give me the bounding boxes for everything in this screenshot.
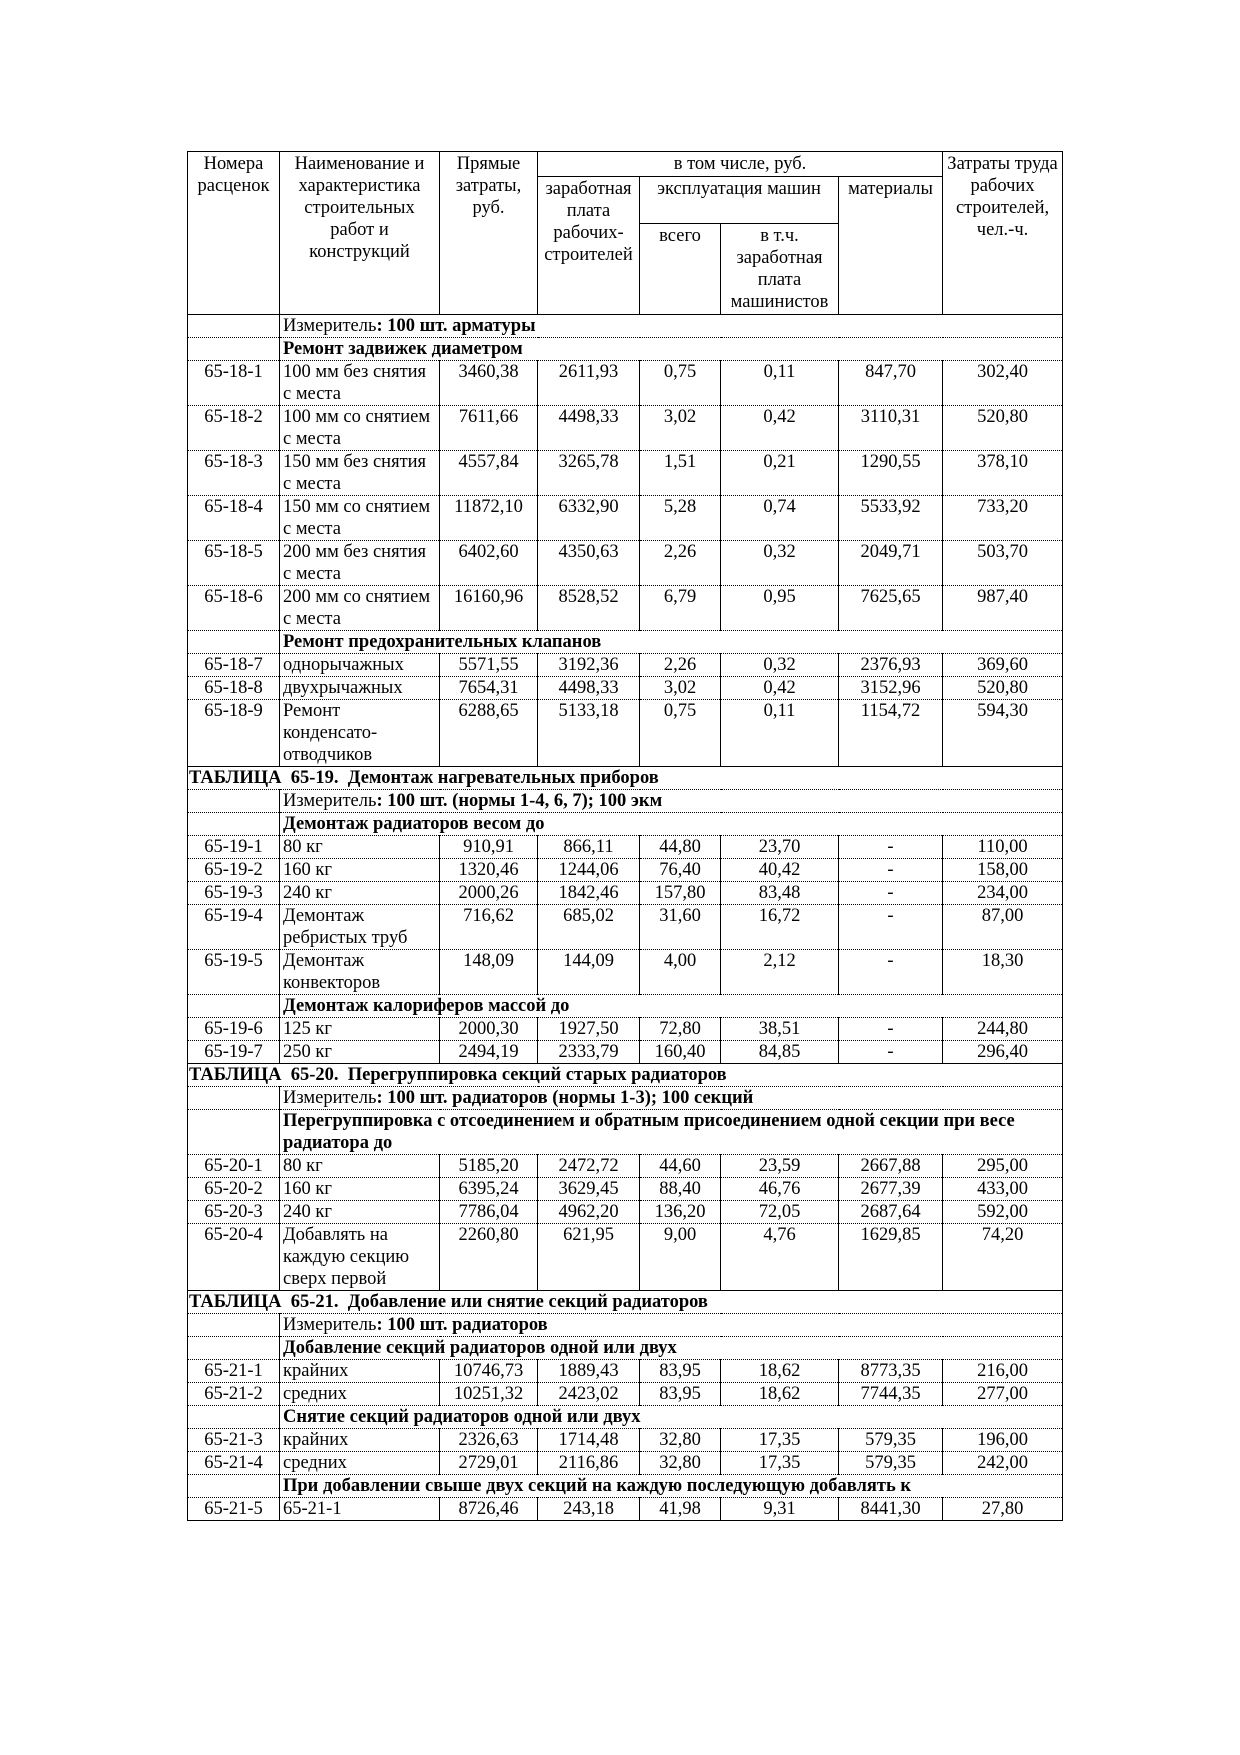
empty-cell: [188, 1337, 280, 1360]
machinists-wages-cell: 18,62: [721, 1383, 839, 1406]
wages-cell: 8528,52: [538, 586, 640, 631]
rate-code-cell: 65-18-5: [188, 541, 280, 586]
measure-unit: [280, 1314, 1063, 1337]
machines-total-cell: 0,75: [640, 700, 721, 767]
machines-total-cell: 157,80: [640, 882, 721, 905]
work-name-cell: 65-21-1: [280, 1498, 440, 1521]
work-name-cell: однорычажных: [280, 654, 440, 677]
section-heading-row: [188, 1337, 1063, 1360]
work-name-cell: 80 кг: [280, 1155, 440, 1178]
table-row: [188, 654, 1063, 677]
rate-code-cell: 65-19-1: [188, 836, 280, 859]
direct-costs-cell: 6402,60: [440, 541, 538, 586]
materials-cell: 2677,39: [839, 1178, 943, 1201]
rate-code-cell: 65-19-3: [188, 882, 280, 905]
table-row: [188, 1224, 1063, 1291]
wages-cell: 144,09: [538, 950, 640, 995]
direct-costs-cell: 2000,26: [440, 882, 538, 905]
materials-cell: 579,35: [839, 1452, 943, 1475]
wages-cell: 2333,79: [538, 1041, 640, 1064]
work-name-cell: средних: [280, 1383, 440, 1406]
direct-costs-cell: 148,09: [440, 950, 538, 995]
materials-cell: -: [839, 905, 943, 950]
rate-code-cell: 65-19-5: [188, 950, 280, 995]
table-row: [188, 1452, 1063, 1475]
machines-total-cell: 44,60: [640, 1155, 721, 1178]
measure-label: Измеритель: [283, 1088, 377, 1108]
rate-code-cell: 65-20-3: [188, 1201, 280, 1224]
table-header: [188, 152, 1063, 315]
machines-total-cell: 41,98: [640, 1498, 721, 1521]
table-row: [188, 496, 1063, 541]
work-name-cell: 150 мм со снятием с места: [280, 496, 440, 541]
direct-costs-cell: 910,91: [440, 836, 538, 859]
table-title-row: [188, 1064, 1063, 1087]
empty-cell: [188, 790, 280, 813]
materials-cell: -: [839, 950, 943, 995]
machines-total-cell: 2,26: [640, 541, 721, 586]
materials-cell: -: [839, 859, 943, 882]
materials-cell: 579,35: [839, 1429, 943, 1452]
direct-costs-cell: 4557,84: [440, 451, 538, 496]
empty-cell: [188, 1087, 280, 1110]
table-row: [188, 541, 1063, 586]
measure-row: [188, 315, 1063, 338]
labor-costs-cell: 234,00: [943, 882, 1063, 905]
wages-cell: 3265,78: [538, 451, 640, 496]
measure-value: : 100 шт. радиаторов (нормы 1-3); 100 секций: [376, 1088, 754, 1108]
table-row: [188, 1429, 1063, 1452]
materials-cell: 847,70: [839, 361, 943, 406]
work-name-cell: Демонтаж ребристых труб: [280, 905, 440, 950]
direct-costs-cell: 1320,46: [440, 859, 538, 882]
wages-cell: 2423,02: [538, 1383, 640, 1406]
machinists-wages-cell: 0,42: [721, 677, 839, 700]
empty-cell: [188, 315, 280, 338]
table-row: [188, 859, 1063, 882]
measure-unit: [280, 1087, 1063, 1110]
labor-costs-cell: 244,80: [943, 1018, 1063, 1041]
materials-cell: 8441,30: [839, 1498, 943, 1521]
section-heading-row: [188, 813, 1063, 836]
direct-costs-cell: 7786,04: [440, 1201, 538, 1224]
labor-costs-cell: 503,70: [943, 541, 1063, 586]
direct-costs-cell: 2260,80: [440, 1224, 538, 1291]
wages-cell: 866,11: [538, 836, 640, 859]
materials-cell: -: [839, 882, 943, 905]
work-name-cell: крайних: [280, 1360, 440, 1383]
header-machines-total: всего: [640, 224, 721, 315]
rate-code-cell: 65-18-4: [188, 496, 280, 541]
machines-total-cell: 2,26: [640, 654, 721, 677]
rate-code-cell: 65-18-8: [188, 677, 280, 700]
work-name-cell: 240 кг: [280, 882, 440, 905]
work-name-cell: 240 кг: [280, 1201, 440, 1224]
machines-total-cell: 1,51: [640, 451, 721, 496]
header-machinists-wages: в т.ч. заработная плата машинистов: [721, 224, 839, 315]
machines-total-cell: 0,75: [640, 361, 721, 406]
machinists-wages-cell: 2,12: [721, 950, 839, 995]
labor-costs-cell: 733,20: [943, 496, 1063, 541]
machinists-wages-cell: 38,51: [721, 1018, 839, 1041]
rates-document: [187, 151, 1062, 1521]
empty-cell: [188, 1406, 280, 1429]
machinists-wages-cell: 0,95: [721, 586, 839, 631]
materials-cell: -: [839, 1041, 943, 1064]
wages-cell: 5133,18: [538, 700, 640, 767]
work-name-cell: 100 мм со снятием с места: [280, 406, 440, 451]
machinists-wages-cell: 17,35: [721, 1429, 839, 1452]
materials-cell: -: [839, 1018, 943, 1041]
machines-total-cell: 9,00: [640, 1224, 721, 1291]
direct-costs-cell: 2729,01: [440, 1452, 538, 1475]
table-row: [188, 677, 1063, 700]
machinists-wages-cell: 0,11: [721, 361, 839, 406]
work-name-cell: Ремонт конденсато-отводчиков: [280, 700, 440, 767]
labor-costs-cell: 74,20: [943, 1224, 1063, 1291]
labor-costs-cell: 369,60: [943, 654, 1063, 677]
direct-costs-cell: 6395,24: [440, 1178, 538, 1201]
work-name-cell: 125 кг: [280, 1018, 440, 1041]
section-heading-row: [188, 1475, 1063, 1498]
measure-unit: [280, 790, 1063, 813]
materials-cell: 7744,35: [839, 1383, 943, 1406]
machinists-wages-cell: 83,48: [721, 882, 839, 905]
wages-cell: 6332,90: [538, 496, 640, 541]
wages-cell: 1889,43: [538, 1360, 640, 1383]
table-row: [188, 1155, 1063, 1178]
measure-label: Измеритель: [283, 791, 377, 811]
measure-label: Измеритель: [283, 1315, 377, 1335]
table-row: [188, 1498, 1063, 1521]
rate-code-cell: 65-18-9: [188, 700, 280, 767]
materials-cell: 1154,72: [839, 700, 943, 767]
work-name-cell: средних: [280, 1452, 440, 1475]
machinists-wages-cell: 0,21: [721, 451, 839, 496]
section-heading-row: [188, 995, 1063, 1018]
machinists-wages-cell: 0,32: [721, 541, 839, 586]
header-including: в том числе, руб.: [538, 152, 943, 177]
materials-cell: 8773,35: [839, 1360, 943, 1383]
table-title-row: [188, 1291, 1063, 1314]
rate-code-cell: 65-21-2: [188, 1383, 280, 1406]
labor-costs-cell: 196,00: [943, 1429, 1063, 1452]
table-title: ТАБЛИЦА 65-21. Добавление или снятие секций радиаторов: [188, 1291, 1063, 1314]
measure-value: : 100 шт. арматуры: [376, 316, 536, 336]
materials-cell: 1290,55: [839, 451, 943, 496]
table-row: [188, 1178, 1063, 1201]
work-name-cell: 160 кг: [280, 859, 440, 882]
rate-code-cell: 65-19-6: [188, 1018, 280, 1041]
work-name-cell: 100 мм без снятия с места: [280, 361, 440, 406]
direct-costs-cell: 8726,46: [440, 1498, 538, 1521]
machinists-wages-cell: 17,35: [721, 1452, 839, 1475]
measure-row: [188, 1087, 1063, 1110]
wages-cell: 4350,63: [538, 541, 640, 586]
machinists-wages-cell: 23,59: [721, 1155, 839, 1178]
measure-value: : 100 шт. радиаторов: [376, 1315, 548, 1335]
rate-code-cell: 65-18-1: [188, 361, 280, 406]
direct-costs-cell: 7654,31: [440, 677, 538, 700]
header-materials: материалы: [839, 177, 943, 315]
rate-code-cell: 65-19-4: [188, 905, 280, 950]
section-heading: Демонтаж радиаторов весом до: [280, 813, 1063, 836]
materials-cell: 2667,88: [839, 1155, 943, 1178]
table-row: [188, 1201, 1063, 1224]
table-row: [188, 882, 1063, 905]
machines-total-cell: 3,02: [640, 677, 721, 700]
work-name-cell: Добавлять на каждую секцию сверх первой: [280, 1224, 440, 1291]
wages-cell: 3629,45: [538, 1178, 640, 1201]
machinists-wages-cell: 0,32: [721, 654, 839, 677]
section-heading-row: [188, 631, 1063, 654]
labor-costs-cell: 110,00: [943, 836, 1063, 859]
header-name: Наименование и характеристика строительных работ и конструкций: [280, 152, 440, 315]
measure-row: [188, 790, 1063, 813]
labor-costs-cell: 295,00: [943, 1155, 1063, 1178]
machines-total-cell: 88,40: [640, 1178, 721, 1201]
machinists-wages-cell: 40,42: [721, 859, 839, 882]
table-row: [188, 451, 1063, 496]
section-heading: Ремонт предохранительных клапанов: [280, 631, 1063, 654]
wages-cell: 2472,72: [538, 1155, 640, 1178]
machinists-wages-cell: 9,31: [721, 1498, 839, 1521]
work-name-cell: 80 кг: [280, 836, 440, 859]
wages-cell: 1927,50: [538, 1018, 640, 1041]
machinists-wages-cell: 0,11: [721, 700, 839, 767]
rates-table: [187, 151, 1063, 1521]
table-body: [188, 315, 1063, 1521]
table-row: [188, 950, 1063, 995]
direct-costs-cell: 7611,66: [440, 406, 538, 451]
empty-cell: [188, 995, 280, 1018]
section-heading: При добавлении свыше двух секций на каждую последующую добавлять к: [280, 1475, 1063, 1498]
direct-costs-cell: 2000,30: [440, 1018, 538, 1041]
labor-costs-cell: 242,00: [943, 1452, 1063, 1475]
machines-total-cell: 32,80: [640, 1452, 721, 1475]
materials-cell: 7625,65: [839, 586, 943, 631]
labor-costs-cell: 27,80: [943, 1498, 1063, 1521]
section-heading: Ремонт задвижек диаметром: [280, 338, 1063, 361]
labor-costs-cell: 378,10: [943, 451, 1063, 496]
labor-costs-cell: 520,80: [943, 406, 1063, 451]
empty-cell: [188, 631, 280, 654]
work-name-cell: Демонтаж конвекторов: [280, 950, 440, 995]
table-title: ТАБЛИЦА 65-19. Демонтаж нагревательных приборов: [188, 767, 1063, 790]
wages-cell: 3192,36: [538, 654, 640, 677]
wages-cell: 2116,86: [538, 1452, 640, 1475]
wages-cell: 685,02: [538, 905, 640, 950]
wages-cell: 4498,33: [538, 406, 640, 451]
table-row: [188, 1041, 1063, 1064]
machinists-wages-cell: 46,76: [721, 1178, 839, 1201]
machinists-wages-cell: 4,76: [721, 1224, 839, 1291]
measure-value: : 100 шт. (нормы 1-4, 6, 7); 100 экм: [376, 791, 663, 811]
work-name-cell: двухрычажных: [280, 677, 440, 700]
table-row: [188, 1018, 1063, 1041]
labor-costs-cell: 594,30: [943, 700, 1063, 767]
machines-total-cell: 6,79: [640, 586, 721, 631]
measure-row: [188, 1314, 1063, 1337]
section-heading-row: [188, 1406, 1063, 1429]
section-heading: Демонтаж калориферов массой до: [280, 995, 1063, 1018]
direct-costs-cell: 5185,20: [440, 1155, 538, 1178]
materials-cell: 5533,92: [839, 496, 943, 541]
direct-costs-cell: 3460,38: [440, 361, 538, 406]
rate-code-cell: 65-18-6: [188, 586, 280, 631]
wages-cell: 621,95: [538, 1224, 640, 1291]
machines-total-cell: 32,80: [640, 1429, 721, 1452]
work-name-cell: 150 мм без снятия с места: [280, 451, 440, 496]
machines-total-cell: 3,02: [640, 406, 721, 451]
measure-unit: [280, 315, 1063, 338]
materials-cell: -: [839, 836, 943, 859]
machines-total-cell: 160,40: [640, 1041, 721, 1064]
header-machines: эксплуатация машин: [640, 177, 839, 224]
materials-cell: 2687,64: [839, 1201, 943, 1224]
labor-costs-cell: 520,80: [943, 677, 1063, 700]
materials-cell: 3152,96: [839, 677, 943, 700]
labor-costs-cell: 87,00: [943, 905, 1063, 950]
wages-cell: 2611,93: [538, 361, 640, 406]
table-row: [188, 586, 1063, 631]
rate-code-cell: 65-18-2: [188, 406, 280, 451]
labor-costs-cell: 433,00: [943, 1178, 1063, 1201]
empty-cell: [188, 338, 280, 361]
empty-cell: [188, 1110, 280, 1155]
work-name-cell: 160 кг: [280, 1178, 440, 1201]
table-row: [188, 361, 1063, 406]
direct-costs-cell: 16160,96: [440, 586, 538, 631]
section-heading: Перегруппировка с отсоединением и обратным присоединением одной секции при весе радиатора до: [280, 1110, 1063, 1155]
labor-costs-cell: 592,00: [943, 1201, 1063, 1224]
machinists-wages-cell: 16,72: [721, 905, 839, 950]
materials-cell: 2049,71: [839, 541, 943, 586]
rate-code-cell: 65-18-7: [188, 654, 280, 677]
empty-cell: [188, 1314, 280, 1337]
wages-cell: 1842,46: [538, 882, 640, 905]
labor-costs-cell: 216,00: [943, 1360, 1063, 1383]
wages-cell: 4962,20: [538, 1201, 640, 1224]
direct-costs-cell: 10746,73: [440, 1360, 538, 1383]
machines-total-cell: 44,80: [640, 836, 721, 859]
empty-cell: [188, 1475, 280, 1498]
rate-code-cell: 65-20-2: [188, 1178, 280, 1201]
machinists-wages-cell: 23,70: [721, 836, 839, 859]
machines-total-cell: 136,20: [640, 1201, 721, 1224]
header-codes: Номера расценок: [188, 152, 280, 315]
rate-code-cell: 65-20-1: [188, 1155, 280, 1178]
labor-costs-cell: 296,40: [943, 1041, 1063, 1064]
wages-cell: 4498,33: [538, 677, 640, 700]
table-title-row: [188, 767, 1063, 790]
measure-label: Измеритель: [283, 316, 377, 336]
header-labor: Затраты труда рабочих строителей, чел.-ч.: [943, 152, 1063, 315]
table-row: [188, 406, 1063, 451]
section-heading-row: [188, 338, 1063, 361]
machinists-wages-cell: 72,05: [721, 1201, 839, 1224]
machines-total-cell: 76,40: [640, 859, 721, 882]
machinists-wages-cell: 84,85: [721, 1041, 839, 1064]
section-heading: Снятие секций радиаторов одной или двух: [280, 1406, 1063, 1429]
work-name-cell: 200 мм со снятием с места: [280, 586, 440, 631]
machines-total-cell: 72,80: [640, 1018, 721, 1041]
table-row: [188, 700, 1063, 767]
machines-total-cell: 83,95: [640, 1360, 721, 1383]
machinists-wages-cell: 0,74: [721, 496, 839, 541]
machines-total-cell: 83,95: [640, 1383, 721, 1406]
rate-code-cell: 65-21-3: [188, 1429, 280, 1452]
rate-code-cell: 65-20-4: [188, 1224, 280, 1291]
rate-code-cell: 65-19-7: [188, 1041, 280, 1064]
direct-costs-cell: 11872,10: [440, 496, 538, 541]
wages-cell: 1714,48: [538, 1429, 640, 1452]
materials-cell: 3110,31: [839, 406, 943, 451]
direct-costs-cell: 6288,65: [440, 700, 538, 767]
direct-costs-cell: 2494,19: [440, 1041, 538, 1064]
work-name-cell: 200 мм без снятия с места: [280, 541, 440, 586]
direct-costs-cell: 2326,63: [440, 1429, 538, 1452]
machinists-wages-cell: 0,42: [721, 406, 839, 451]
rate-code-cell: 65-18-3: [188, 451, 280, 496]
wages-cell: 243,18: [538, 1498, 640, 1521]
labor-costs-cell: 18,30: [943, 950, 1063, 995]
rate-code-cell: 65-21-1: [188, 1360, 280, 1383]
materials-cell: 2376,93: [839, 654, 943, 677]
machines-total-cell: 31,60: [640, 905, 721, 950]
rate-code-cell: 65-19-2: [188, 859, 280, 882]
materials-cell: 1629,85: [839, 1224, 943, 1291]
empty-cell: [188, 813, 280, 836]
direct-costs-cell: 5571,55: [440, 654, 538, 677]
direct-costs-cell: 10251,32: [440, 1383, 538, 1406]
table-row: [188, 1360, 1063, 1383]
table-row: [188, 905, 1063, 950]
labor-costs-cell: 158,00: [943, 859, 1063, 882]
work-name-cell: 250 кг: [280, 1041, 440, 1064]
machinists-wages-cell: 18,62: [721, 1360, 839, 1383]
header-wages: заработная плата рабочих-строителей: [538, 177, 640, 315]
table-row: [188, 836, 1063, 859]
header-direct-costs: Прямые затраты, руб.: [440, 152, 538, 315]
section-heading-row: [188, 1110, 1063, 1155]
rate-code-cell: 65-21-4: [188, 1452, 280, 1475]
rate-code-cell: 65-21-5: [188, 1498, 280, 1521]
labor-costs-cell: 302,40: [943, 361, 1063, 406]
table-row: [188, 1383, 1063, 1406]
wages-cell: 1244,06: [538, 859, 640, 882]
labor-costs-cell: 277,00: [943, 1383, 1063, 1406]
table-title: ТАБЛИЦА 65-20. Перегруппировка секций старых радиаторов: [188, 1064, 1063, 1087]
work-name-cell: крайних: [280, 1429, 440, 1452]
direct-costs-cell: 716,62: [440, 905, 538, 950]
section-heading: Добавление секций радиаторов одной или двух: [280, 1337, 1063, 1360]
machines-total-cell: 4,00: [640, 950, 721, 995]
machines-total-cell: 5,28: [640, 496, 721, 541]
labor-costs-cell: 987,40: [943, 586, 1063, 631]
